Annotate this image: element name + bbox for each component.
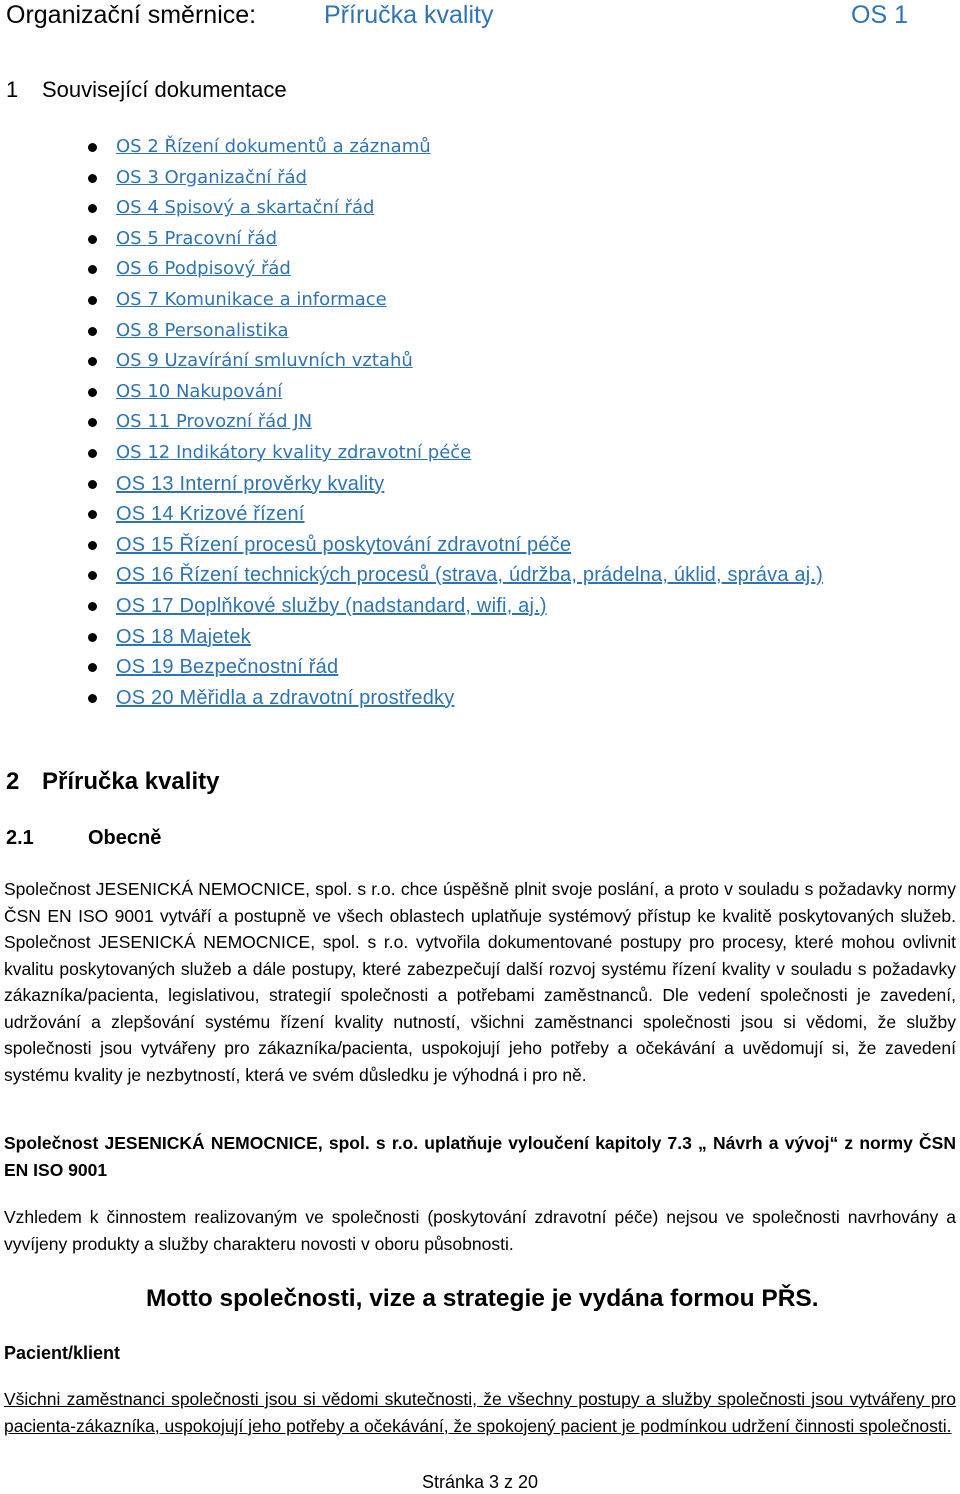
list-item — [0, 378, 960, 409]
bullet-icon — [88, 265, 97, 274]
list-item — [0, 561, 960, 592]
bullet-icon — [88, 418, 97, 427]
document-link[interactable]: OS 10 Nakupování — [116, 380, 283, 402]
bullet-icon — [88, 296, 97, 305]
document-link[interactable]: OS 16 Řízení technických procesů (strava, údržba, prádelna, úklid, správa aj.) — [116, 564, 824, 587]
document-link[interactable]: OS 2 Řízení dokumentů a záznamů — [116, 136, 431, 157]
list-item — [0, 500, 960, 531]
patient-heading: Pacient/klient — [4, 1343, 121, 1363]
related-documents-list — [0, 133, 960, 714]
list-item — [0, 470, 960, 501]
motto-statement: Motto společnosti, vize a strategie je vydána formou PŘS. — [146, 1285, 819, 1312]
list-item — [0, 194, 960, 225]
paragraph-general: Společnost JESENICKÁ NEMOCNICE, spol. s r.o. chce úspěšně plnit svoje poslání, a proto v souladu s požadavky normy ČSN EN ISO 9001 vytváří a postupně ve všech oblastech uplatňuje systémový přístup ke kvalitě poskytovaných služeb. Společnost JESENICKÁ NEMOCNICE, spol. s r.o. vytvořila dokumentované postupy pro procesy, které mohou ovlivnit kvalitu poskytovaných služeb a dále postupy, které zabezpečují další rozvoj systému řízení kvality v souladu s požadavky zákazníka/pacienta, legislativou, strategií společnosti a potřebami zaměstnanců. Dle vedení společnosti je zavedení, udržování a zlepšování systému řízení kvality nutností, všichni zaměstnanci společnosti jsou si vědomi, že služby společnosti jsou vytvářeny pro zákazníka/pacienta, uspokojují jeho potřeby a očekávání a uvědomují si, že zavedení systému kvality je nezbytností, která ve svém důsledku je výhodná i pro ně. — [4, 879, 956, 1085]
bullet-icon — [88, 541, 97, 550]
document-link[interactable]: OS 8 Personalistika — [116, 319, 289, 341]
document-link[interactable]: OS 11 Provozní řád JN — [116, 411, 313, 433]
document-link[interactable]: OS 12 Indikátory kvality zdravotní péče — [116, 441, 472, 463]
section-title: Příručka kvality — [42, 768, 220, 795]
paragraph-development: Vzhledem k činnostem realizovaným ve společnosti (poskytování zdravotní péče) nejsou ve společnosti navrhovány a vyvíjeny produkty a služby charakteru novosti v oboru působnosti. — [4, 1207, 956, 1254]
list-item — [0, 347, 960, 378]
list-item — [0, 408, 960, 439]
bullet-icon — [88, 174, 97, 183]
header-title: Příručka kvality — [324, 1, 494, 29]
list-item — [0, 623, 960, 654]
header-label: Organizační směrnice: — [6, 1, 257, 29]
bullet-icon — [88, 663, 97, 672]
section-heading-2 — [6, 767, 219, 797]
section-number: 2 — [6, 768, 20, 795]
bullet-icon — [88, 204, 97, 213]
list-item — [0, 225, 960, 256]
list-item — [0, 133, 960, 164]
section-number: 1 — [6, 77, 19, 102]
document-link[interactable]: OS 17 Doplňkové služby (nadstandard, wifi, aj.) — [116, 594, 547, 617]
bullet-icon — [88, 388, 97, 397]
list-item — [0, 653, 960, 684]
list-item — [0, 255, 960, 286]
page-number: Stránka 3 z 20 — [421, 1472, 539, 1492]
bullet-icon — [88, 571, 97, 580]
list-item — [0, 439, 960, 470]
document-link[interactable]: OS 18 Majetek — [116, 625, 251, 648]
paragraph-patient: Všichni zaměstnanci společnosti jsou si vědomi skutečnosti, že všechny postupy a služby společnosti jsou vytvářeny pro pacienta-zákazníka, uspokojují jeho potřeby a očekávání, že spokojený pacient je podmínkou udržení činnosti společnosti. — [4, 1389, 956, 1436]
bullet-icon — [88, 449, 97, 458]
document-link[interactable]: OS 3 Organizační řád — [116, 166, 307, 188]
list-item — [0, 317, 960, 348]
list-item — [0, 531, 960, 562]
page-header — [6, 0, 956, 32]
bullet-icon — [88, 235, 97, 244]
document-link[interactable]: OS 5 Pracovní řád — [116, 227, 278, 249]
list-item — [0, 164, 960, 195]
document-link[interactable]: OS 13 Interní prověrky kvality — [116, 472, 385, 495]
bullet-icon — [88, 602, 97, 611]
list-item — [0, 592, 960, 623]
subsection-title: Obecně — [88, 827, 162, 849]
bullet-icon — [88, 357, 97, 366]
subsection-number: 2.1 — [6, 827, 34, 849]
bullet-icon — [88, 510, 97, 519]
subsection-heading — [6, 824, 161, 852]
section-heading-1 — [6, 76, 287, 104]
document-link[interactable]: OS 20 Měřidla a zdravotní prostředky — [116, 686, 455, 709]
list-item — [0, 286, 960, 317]
bullet-icon — [88, 633, 97, 642]
list-item — [0, 684, 960, 715]
header-code: OS 1 — [851, 1, 908, 29]
bullet-icon — [88, 327, 97, 336]
bullet-icon — [88, 694, 97, 703]
paragraph-exclusion: Společnost JESENICKÁ NEMOCNICE, spol. s r.o. uplatňuje vyloučení kapitoly 7.3 „ Návrh a vývoj“ z normy ČSN EN ISO 9001 — [4, 1133, 956, 1180]
document-link[interactable]: OS 6 Podpisový řád — [116, 258, 291, 280]
document-link[interactable]: OS 9 Uzavírání smluvních vztahů — [116, 350, 413, 372]
document-link[interactable]: OS 4 Spisový a skartační řád — [116, 197, 375, 219]
bullet-icon — [88, 480, 97, 489]
bullet-icon — [88, 143, 97, 152]
section-title: Související dokumentace — [42, 77, 287, 102]
document-link[interactable]: OS 19 Bezpečnostní řád — [116, 656, 339, 679]
document-link[interactable]: OS 14 Krizové řízení — [116, 503, 305, 526]
document-link[interactable]: OS 15 Řízení procesů poskytování zdravotní péče — [116, 533, 572, 556]
document-link[interactable]: OS 7 Komunikace a informace — [116, 288, 387, 310]
